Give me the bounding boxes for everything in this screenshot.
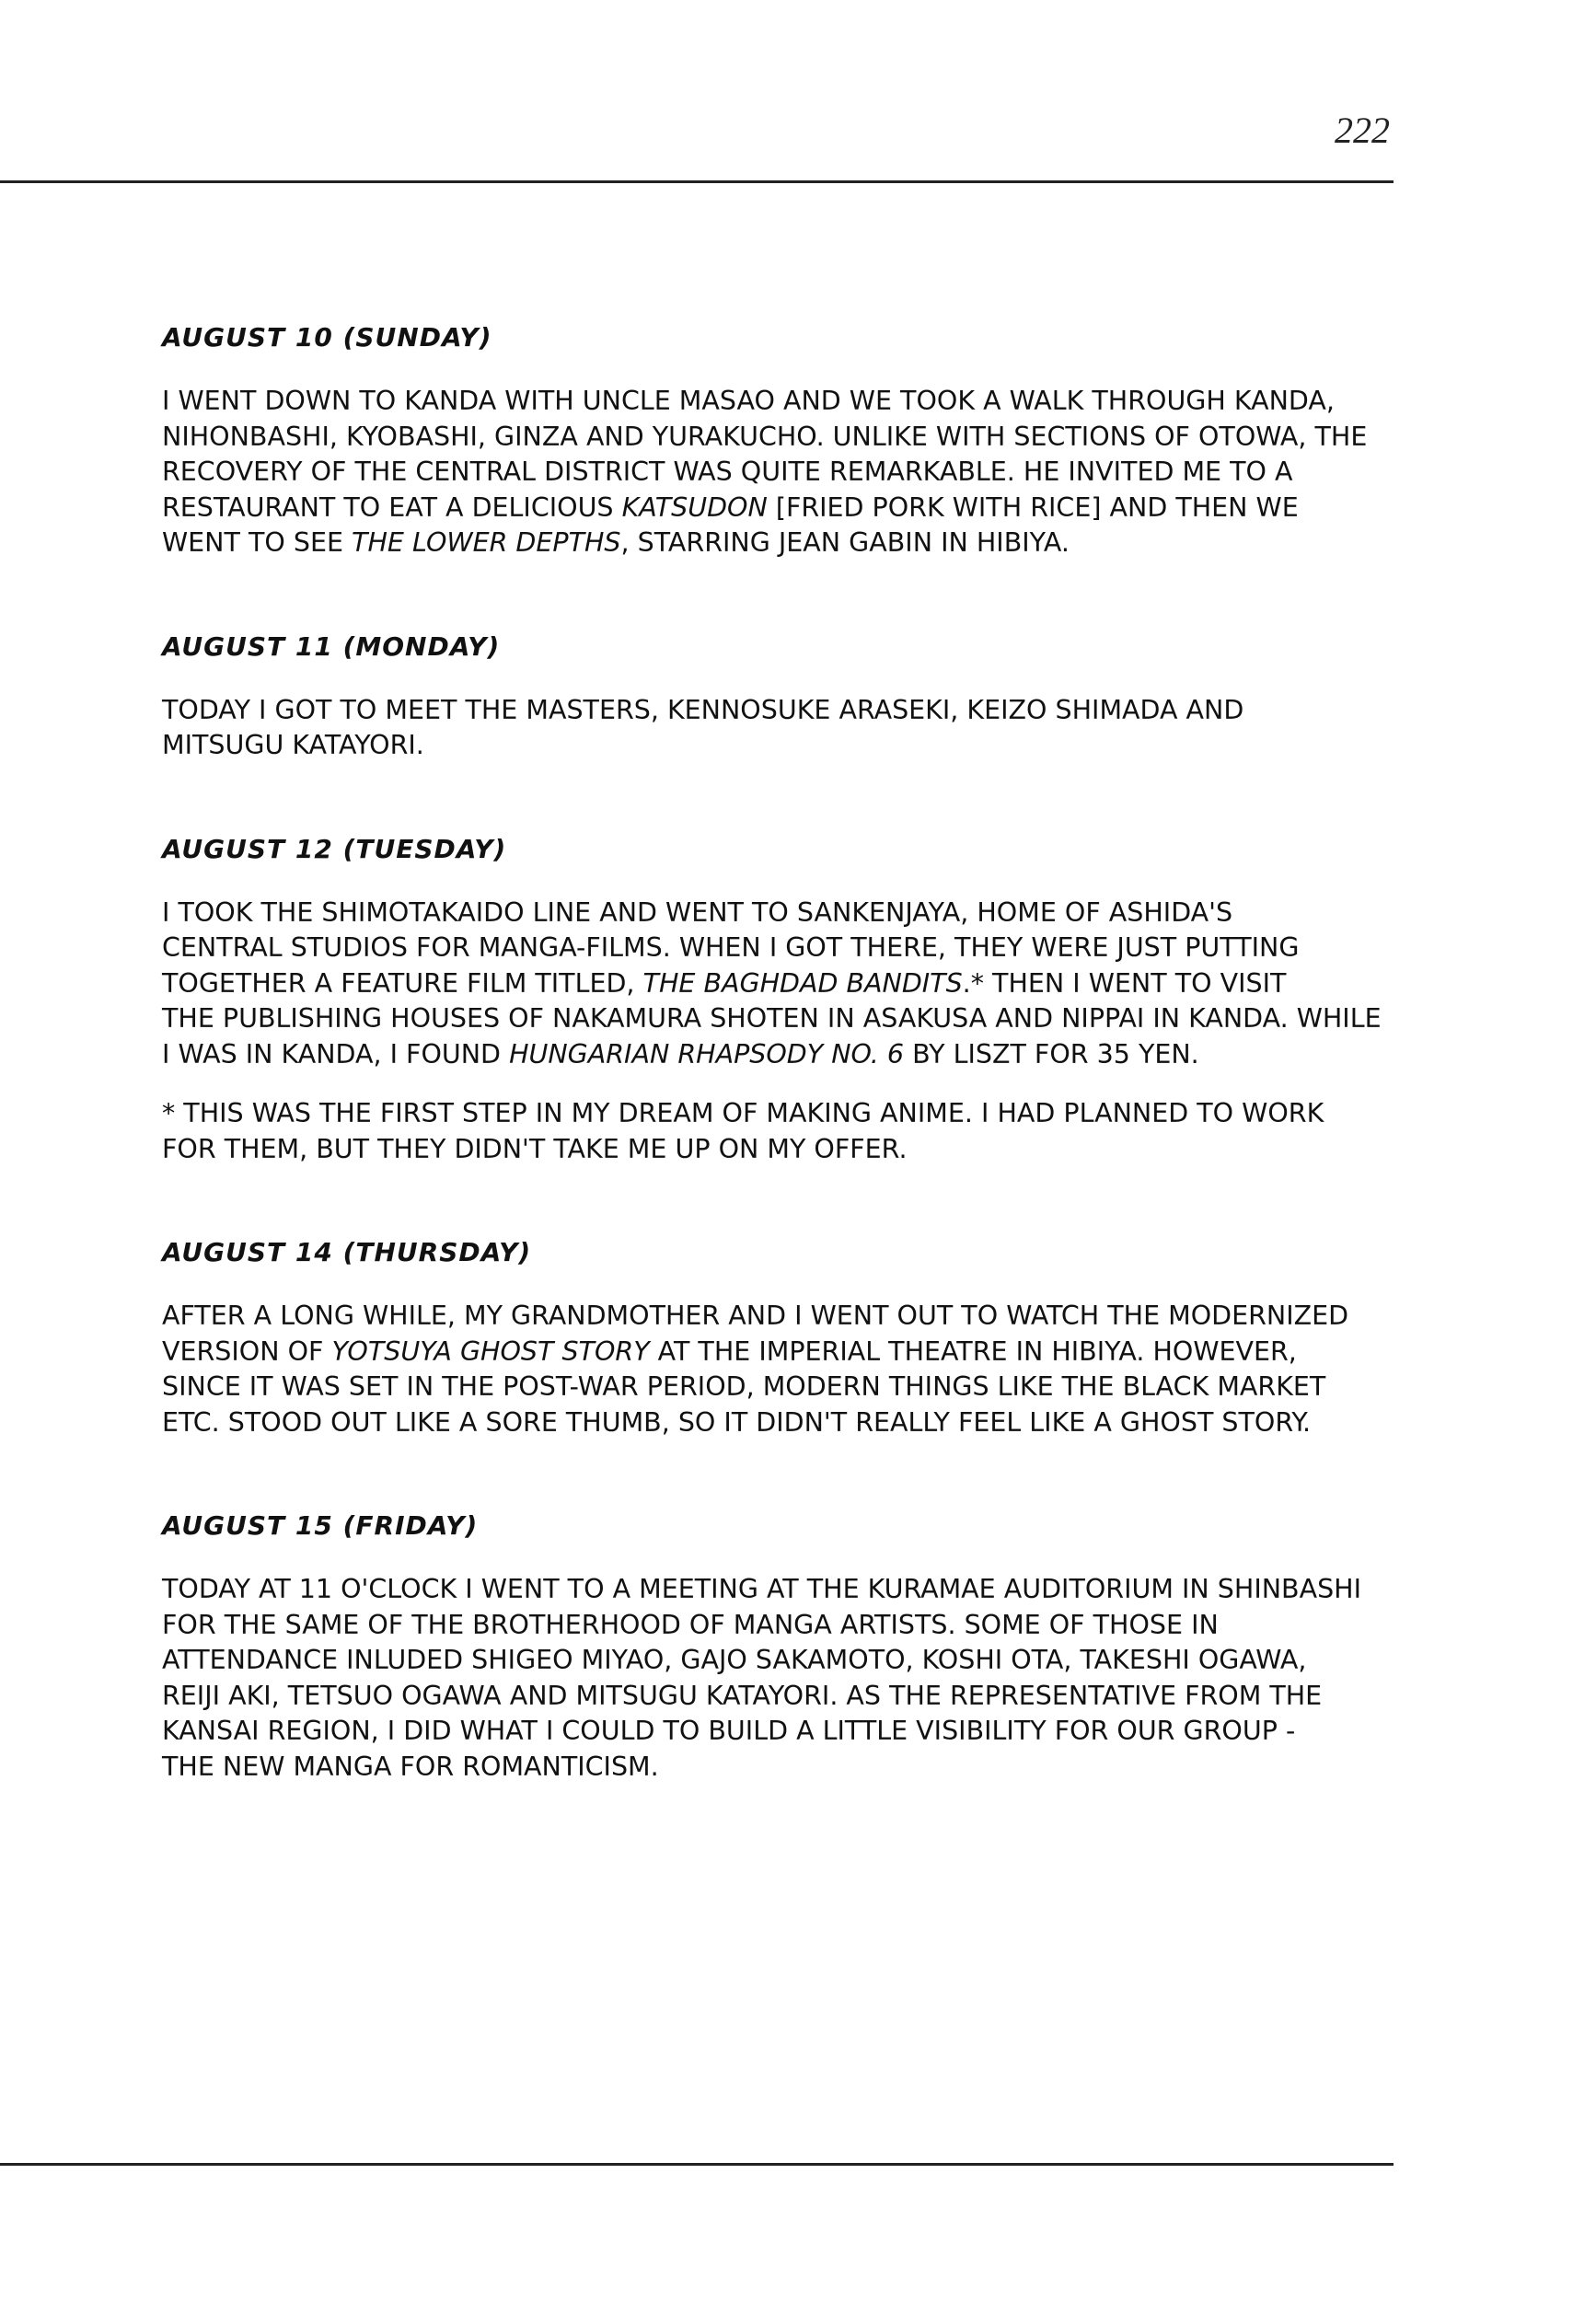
text-segment: .* THEN I WENT TO VISIT [962, 967, 1287, 999]
entry-paragraph [162, 384, 1469, 561]
italic-title-text: THE LOWER DEPTHS [352, 527, 621, 558]
text-segment: [FRIED PORK WITH RICE] AND THEN WE [767, 491, 1299, 523]
text-segment: RESTAURANT TO EAT A DELICIOUS [162, 491, 622, 523]
text-segment: REIJI AKI, TETSUO OGAWA AND MITSUGU KATAYORI. AS THE REPRESENTATIVE FROM THE [162, 1680, 1323, 1711]
entry-paragraph [162, 1299, 1469, 1440]
text-segment: * THIS WAS THE FIRST STEP IN MY DREAM OF MAKING ANIME. I HAD PLANNED TO WORK [162, 1098, 1324, 1128]
text-line [162, 1405, 1469, 1441]
text-line [162, 1335, 1469, 1370]
text-line [162, 896, 1469, 931]
entry-date-heading: AUGUST 15 (FRIDAY) [162, 1510, 479, 1541]
text-line [162, 693, 1469, 729]
text-line [162, 1679, 1469, 1715]
text-segment: I TOOK THE SHIMOTAKAIDO LINE AND WENT TO SANKENJAYA, HOME OF ASHIDA'S [162, 896, 1233, 928]
text-line [162, 1643, 1469, 1679]
text-line [162, 455, 1469, 491]
text-segment: RECOVERY OF THE CENTRAL DISTRICT WAS QUITE REMARKABLE. HE INVITED ME TO A [162, 457, 1293, 487]
text-line [162, 728, 1469, 764]
text-segment: VERSION OF [162, 1336, 332, 1367]
text-line [162, 1132, 1469, 1168]
text-segment: THE NEW MANGA FOR ROMANTICISM. [162, 1751, 659, 1782]
text-segment: FOR THEM, BUT THEY DIDN'T TAKE ME UP ON MY OFFER. [162, 1133, 908, 1164]
entry-paragraph [162, 1572, 1469, 1785]
page-number: 222 [1335, 110, 1390, 151]
italic-title-text: HUNGARIAN RHAPSODY NO. 6 [509, 1038, 905, 1070]
entry-date-heading: AUGUST 14 (THURSDAY) [162, 1237, 532, 1267]
text-line [162, 931, 1469, 966]
text-segment: THE PUBLISHING HOUSES OF NAKAMURA SHOTEN IN ASAKUSA AND NIPPAI IN KANDA. WHILE [162, 1003, 1382, 1034]
text-segment: FOR THE SAME OF THE BROTHERHOOD OF MANGA ARTISTS. SOME OF THOSE IN [162, 1609, 1219, 1640]
text-segment: NIHONBASHI, KYOBASHI, GINZA AND YURAKUCHO. UNLIKE WITH SECTIONS OF OTOWA, THE [162, 421, 1368, 452]
diary-entry [162, 1510, 1469, 1785]
text-line [162, 1370, 1469, 1405]
diary-entry [162, 1237, 1469, 1440]
text-segment: , STARRING JEAN GABIN IN HIBIYA. [620, 527, 1070, 558]
text-segment: KANSAI REGION, I DID WHAT I COULD TO BUILD A LITTLE VISIBILITY FOR OUR GROUP - [162, 1716, 1296, 1746]
entry-paragraph [162, 693, 1469, 764]
text-line [162, 491, 1469, 526]
text-segment: TODAY I GOT TO MEET THE MASTERS, KENNOSUKE ARASEKI, KEIZO SHIMADA AND [162, 694, 1244, 725]
text-line [162, 1750, 1469, 1786]
text-segment: SINCE IT WAS SET IN THE POST-WAR PERIOD, MODERN THINGS LIKE THE BLACK MARKET [162, 1371, 1326, 1402]
bottom-rule [0, 2163, 1394, 2166]
entry-date-heading: AUGUST 12 (TUESDAY) [162, 833, 507, 864]
text-segment: TODAY AT 11 O'CLOCK I WENT TO A MEETING AT THE KURAMAE AUDITORIUM IN SHINBASHI [162, 1574, 1362, 1604]
text-segment: ATTENDANCE INLUDED SHIGEO MIYAO, GAJO SAKAMOTO, KOSHI OTA, TAKESHI OGAWA, [162, 1645, 1307, 1675]
text-line [162, 420, 1469, 456]
diary-content [162, 322, 1469, 1855]
text-segment: BY LISZT FOR 35 YEN. [904, 1038, 1199, 1070]
text-segment: ETC. STOOD OUT LIKE A SORE THUMB, SO IT DIDN'T REALLY FEEL LIKE A GHOST STORY. [162, 1406, 1312, 1438]
text-segment: AT THE IMPERIAL THEATRE IN HIBIYA. HOWEVER, [649, 1336, 1297, 1367]
text-segment: TOGETHER A FEATURE FILM TITLED, [162, 967, 643, 999]
text-line [162, 1001, 1469, 1037]
text-line [162, 1096, 1469, 1132]
entry-paragraph [162, 1096, 1469, 1167]
text-line [162, 1608, 1469, 1644]
text-segment: WENT TO SEE [162, 527, 353, 558]
text-line [162, 1714, 1469, 1750]
diary-entry [162, 631, 1469, 764]
entry-date-heading: AUGUST 10 (SUNDAY) [162, 322, 492, 353]
top-rule [0, 180, 1394, 183]
text-line [162, 1572, 1469, 1608]
text-segment: CENTRAL STUDIOS FOR MANGA-FILMS. WHEN I GOT THERE, THEY WERE JUST PUTTING [162, 932, 1300, 963]
diary-entry [162, 322, 1469, 561]
italic-title-text: KATSUDON [621, 491, 768, 523]
text-segment: MITSUGU KATAYORI. [162, 730, 424, 760]
text-segment: I WENT DOWN TO KANDA WITH UNCLE MASAO AND WE TOOK A WALK THROUGH KANDA, [162, 386, 1335, 416]
entry-date-heading: AUGUST 11 (MONDAY) [162, 630, 501, 662]
text-line [162, 526, 1469, 561]
text-segment: I WAS IN KANDA, I FOUND [162, 1038, 510, 1070]
italic-title-text: YOTSUYA GHOST STORY [331, 1336, 650, 1367]
text-line [162, 1037, 1469, 1073]
diary-entry [162, 834, 1469, 1168]
text-line [162, 966, 1469, 1002]
italic-title-text: THE BAGHDAD BANDITS [642, 967, 963, 999]
text-line [162, 1299, 1469, 1335]
text-line [162, 384, 1469, 420]
entry-paragraph [162, 896, 1469, 1073]
text-segment: AFTER A LONG WHILE, MY GRANDMOTHER AND I WENT OUT TO WATCH THE MODERNIZED [162, 1301, 1349, 1331]
